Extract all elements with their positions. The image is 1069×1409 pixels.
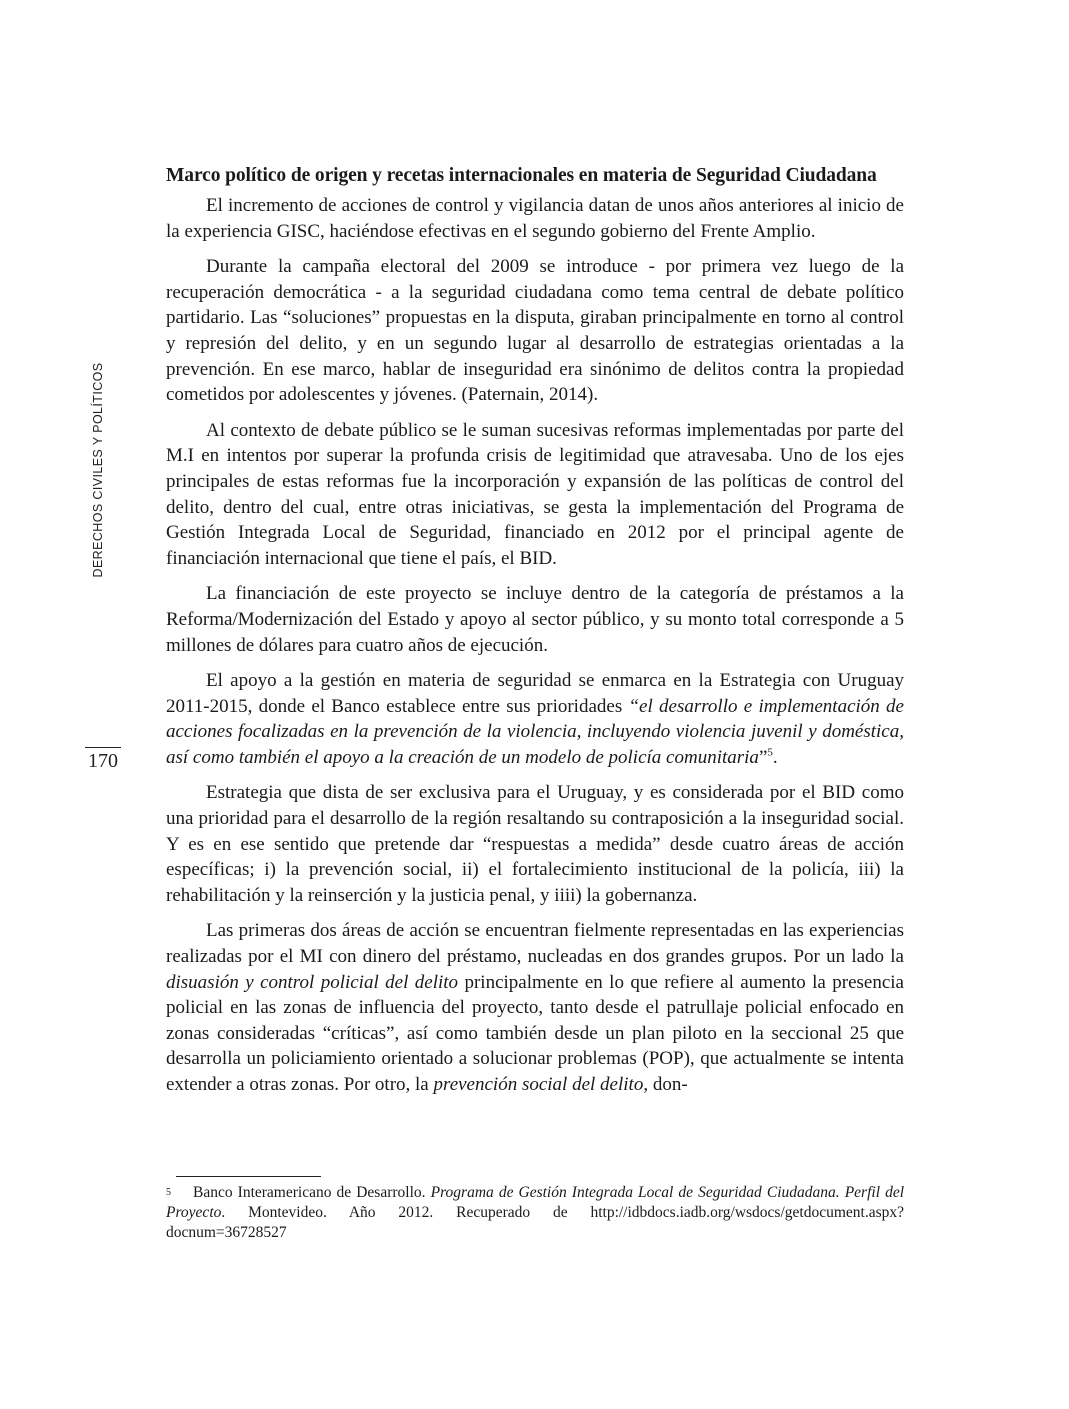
paragraph-2: Durante la campaña electoral del 2009 se introduce - por primera vez luego de la recuperación democrática - a la seguridad ciudadana como tema central de debate político partidario. Las “soluciones” propuestas en la disputa, giraban principalmente en torno al control y represión del delito, y en un segundo lugar al desarrollo de estrategias orientadas a la prevención. En ese marco, hablar de inseguridad era sinónimo de delitos contra la propiedad cometidos por adolescentes y jóvenes. (Paternain, 2014). (166, 256, 904, 406)
page-number: 170 (88, 750, 118, 772)
paragraph-7-part-3: , don- (643, 1074, 688, 1095)
running-section-label: DERECHOS CIVILES Y POLÍTICOS (91, 362, 105, 578)
footnote-reference: 5 (767, 746, 773, 759)
paragraph-5-end: . (772, 746, 778, 768)
footnote-title: Programa de Gestión Integrada Local de Seguridad Ciudadana. Perfil del Proyecto (166, 1184, 905, 1221)
paragraph-5-text: El apoyo a la gestión en materia de seguridad se enmarca en la Estrategia con Uruguay 2011-2015, donde el Banco establece entre sus prioridades (166, 670, 904, 717)
paragraph-7-emphasis-1: disuasión y control policial del delito (166, 971, 459, 993)
page-number-rule (85, 747, 121, 748)
paragraph-5 (166, 668, 904, 770)
footnote-separator (176, 1176, 321, 1177)
footnote-source: . Montevideo. Año 2012. Recuperado de http://idbdocs.iadb.org/wsdocs/getdocument.aspx?docnum=36728527 (166, 1204, 904, 1241)
paragraph-7-emphasis-2: prevención social del delito (433, 1074, 644, 1095)
section-heading: Marco político de origen y recetas internacionales en materia de Seguridad Ciudadana (166, 165, 877, 186)
paragraph-4: La financiación de este proyecto se incluye dentro de la categoría de préstamos a la Reforma/Modernización del Estado y apoyo al sector público, y su monto total corresponde a 5 millones de dólares para cuatro años de ejecución. (166, 583, 904, 656)
footnote-text: Banco Interamericano de Desarrollo. (193, 1184, 431, 1201)
paragraph-5-close-quote: ” (758, 746, 768, 768)
main-text-column (166, 162, 904, 1108)
paragraph-1: El incremento de acciones de control y vigilancia datan de unos años anteriores al inicio de la experiencia GISC, haciéndose efectivas en el segundo gobierno del Frente Amplio. (166, 195, 904, 242)
paragraph-6: Estrategia que dista de ser exclusiva para el Uruguay, y es considerada por el BID como una prioridad para el desarrollo de la región resaltando su contraposición a la inseguridad social. Y es en ese sentido que pretende dar “respuestas a medida” desde cuatro áreas de acción específicas; i) la prevención social, ii) el fortalecimiento institucional de la policía, iii) la rehabilitación y la reinserción y la justicia penal, y iiii) la gobernanza. (166, 782, 904, 906)
paragraph-5-quote: “el desarrollo e implementación de acciones focalizadas en la prevención de la violencia, incluyendo violencia juvenil y doméstica, así como también el apoyo a la creación de un modelo de policía comunitaria (166, 695, 904, 768)
paragraph-7-part-2: principalmente en lo que refiere al aumento la presencia policial en las zonas de influencia del proyecto, tanto desde el patrullaje policial enfocado en zonas consideradas “críticas”, así como también desde un plan piloto en la seccional 25 que desarrolla un policiamiento orientado a solucionar problemas (POP), que actualmente se intenta extender a otras zonas. Por otro, la (166, 971, 904, 1095)
paragraph-7-part-1: Las primeras dos áreas de acción se encuentran fielmente representadas en las experiencias realizadas por el MI con dinero del préstamo, nucleadas en dos grandes grupos. Por un lado la (166, 920, 904, 968)
paragraph-7 (166, 918, 904, 1097)
footnote (166, 1183, 904, 1243)
footnote-mark: 5 (166, 1187, 171, 1198)
paragraph-3: Al contexto de debate público se le suman sucesivas reformas implementadas por parte del M.I en intentos por superar la profunda crisis de legitimidad que atravesaba. Uno de los ejes principales de estas reformas fue la incorporación y expansión de las políticas de control del delito, dentro del cual, entre otras iniciativas, se gesta la implementación del Programa de Gestión Integrada Local de Seguridad, financiado en 2012 por el principal agente de financiación internacional que tiene el país, el BID. (166, 419, 904, 569)
